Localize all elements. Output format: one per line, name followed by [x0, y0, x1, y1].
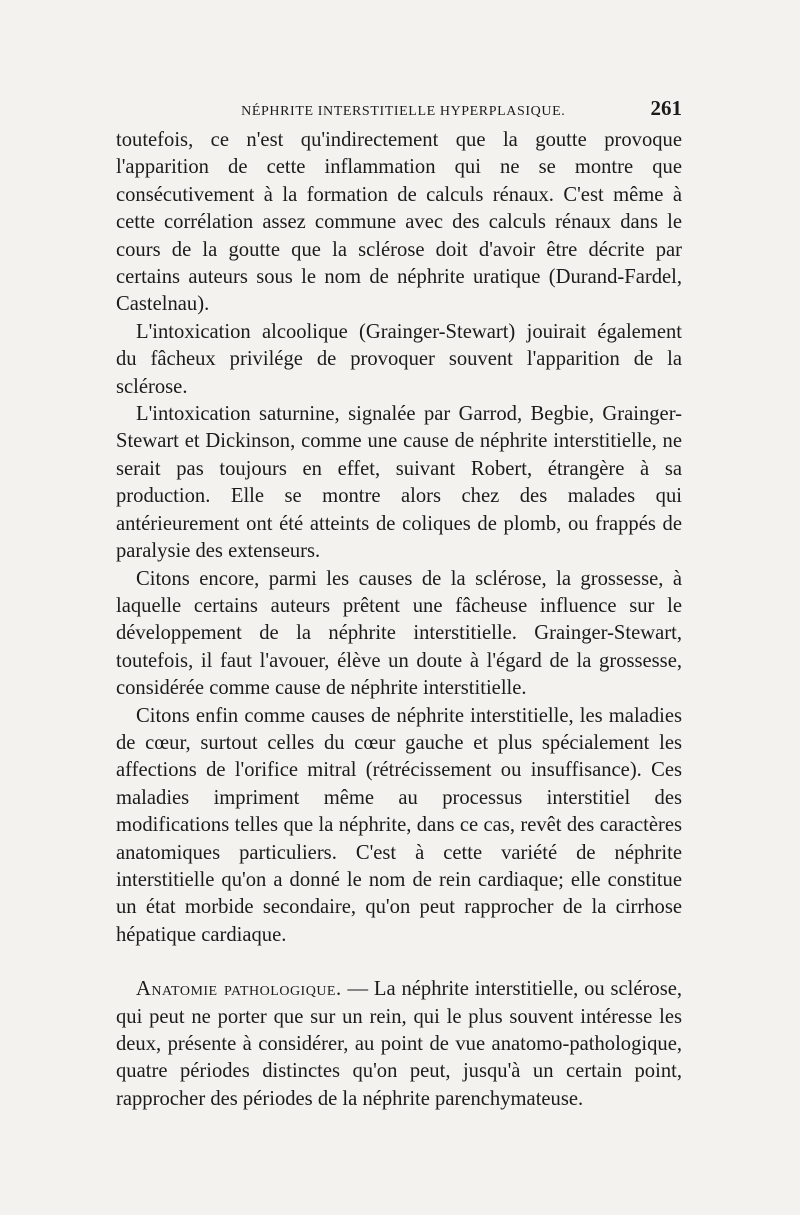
section-text: La néphrite interstitielle, ou sclérose, qui peut ne porter que sur un rein, qui le plus souvent intéresse les deux, présente à considérer, au point de vue anatomo-pathologique, quatre périodes distinctes qu'on peut, jusqu'à un certain point, rapprocher des périodes de la néphrite parenchymateuse. — [116, 978, 683, 1110]
running-head — [116, 96, 682, 121]
paragraph-lead-poisoning: L'intoxication saturnine, signalée par Garrod, Begbie, Grainger-Stewart et Dickinson, comme une cause de néphrite interstitielle, ne serait pas toujours en effet, suivant Robert, étrangère à sa production. Elle se montre alors chez des malades qui antérieurement ont été atteints de coliques de plomb, ou frappés de paralysie des extenseurs. — [116, 403, 682, 563]
paragraph-continuation: toutefois, ce n'est qu'indirectement que la goutte provoque l'apparition de cette inflammation qui ne se montre que consécutivement à la formation de calculs rénaux. C'est même à cette corrélation assez commune avec des calculs rénaux dans le cours de la goutte que la sclérose doit d'avoir être décrite par certains auteurs sous le nom de néphrite uratique (Durand-Fardel, Castelnau). — [116, 129, 682, 316]
running-title: NÉPHRITE INTERSTITIELLE HYPERPLASIQUE. — [241, 104, 566, 119]
paragraph-pregnancy: Citons encore, parmi les causes de la sclérose, la grossesse, à laquelle certains auteurs prêtent une fâcheuse influence sur le développement de la néphrite interstitielle. Grainger-Stewart, toutefois, il faut l'avouer, élève un doute à l'égard de la grossesse, considérée comme cause de néphrite interstitielle. — [116, 567, 682, 700]
section-anatomy — [116, 976, 682, 1113]
section-dash: — — [341, 978, 374, 1001]
paragraph-heart-disease: Citons enfin comme causes de néphrite interstitielle, les maladies de cœur, surtout celles du cœur gauche et plus spécialement les affections de l'orifice mitral (rétrécissement ou insuffisance). Ces maladies impriment même au processus interstitiel des modifications telles que la néphrite, dans ce cas, revêt des caractères anatomiques particuliers. C'est à cette variété de néphrite interstitielle qu'on a donné le nom de rein cardiaque; elle constitue un état morbide secondaire, qu'on peut rapprocher de la cirrhose hépatique cardiaque. — [116, 704, 682, 946]
text-body — [116, 127, 682, 1113]
page-number: 261 — [650, 96, 682, 120]
section-label: Anatomie pathologique. — [136, 978, 342, 1001]
paragraph-alcohol: L'intoxication alcoolique (Grainger-Stewart) jouirait également du fâcheux privilége de provoquer souvent l'apparition de la sclérose. — [116, 320, 682, 398]
